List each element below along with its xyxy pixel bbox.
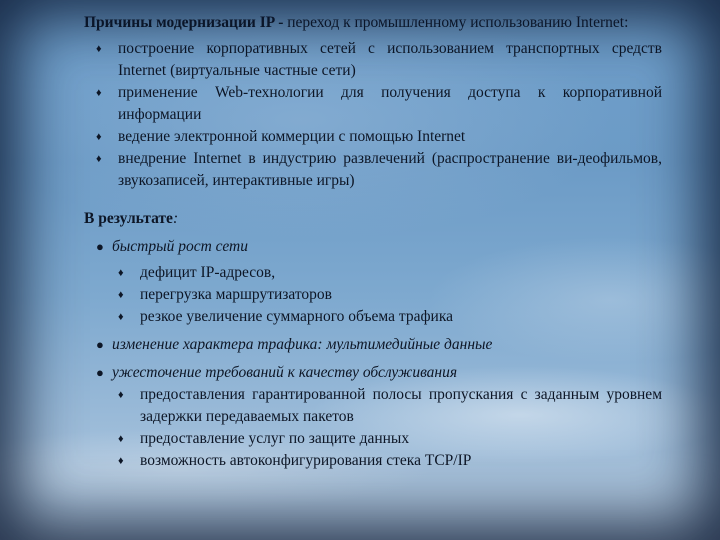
round-bullet-icon: ● [96,337,104,352]
list-item [84,450,662,472]
diamond-bullet-icon: ♦ [118,433,124,445]
section2-heading [84,208,662,230]
list-item-text: перегрузка маршрутизаторов [140,286,333,303]
diamond-bullet-icon: ♦ [118,389,124,401]
group-label-text: быстрый рост сети [112,238,248,255]
list-item-text: предоставление услуг по защите данных [140,430,410,447]
section1-intro [84,12,662,34]
group-label [84,362,662,384]
list-item-text: построение корпоративных сетей с использованием транспортных средств Internet (виртуальные частные сети) [118,40,662,79]
group-label-text: изменение характера трафика: мультимедийные данные [112,336,493,353]
list-item-text: применение Web-технологии для получения доступа к корпоративной информации [118,84,662,123]
diamond-bullet-icon: ♦ [118,311,124,323]
group-label [84,236,662,258]
diamond-bullet-icon: ♦ [96,153,102,165]
list-item-text: ведение электронной коммерции с помощью Internet [118,128,466,145]
section1-title-rest: переход к промышленному использованию Internet: [283,14,629,31]
list-item-text: резкое увеличение суммарного объема трафика [140,308,453,325]
list-item-text: предоставления гарантированной полосы пропускания с заданным уровнем задержки передаваемых пакетов [140,386,662,425]
list-item-text: возможность автоконфигурирования стека TCP/IP [140,452,472,469]
diamond-bullet-icon: ♦ [118,455,124,467]
list-item [84,262,662,284]
round-bullet-icon: ● [96,239,104,254]
section2-title: В результате [84,210,173,227]
round-bullet-icon: ● [96,365,104,380]
list-item [84,428,662,450]
list-item [84,148,662,192]
section2-title-suffix: : [172,210,179,227]
group-list [84,384,662,472]
list-item-text: внедрение Internet в индустрию развлечений (распространение ви-деофильмов, звукозаписей, интерактивные игры) [118,150,662,189]
section1-title: Причины модернизации IP - [84,14,284,31]
slide-content [84,12,662,472]
list-item [84,284,662,306]
diamond-bullet-icon: ♦ [96,131,102,143]
list-item [84,126,662,148]
section1-list [84,38,662,192]
list-item [84,384,662,428]
list-item [84,306,662,328]
diamond-bullet-icon: ♦ [118,267,124,279]
group-list [84,262,662,328]
diamond-bullet-icon: ♦ [118,289,124,301]
group-label [84,334,662,356]
list-item [84,82,662,126]
diamond-bullet-icon: ♦ [96,43,102,55]
list-item [84,38,662,82]
list-item-text: дефицит IP-адресов, [140,264,276,281]
diamond-bullet-icon: ♦ [96,87,102,99]
group-label-text: ужесточение требований к качеству обслуживания [112,364,458,381]
